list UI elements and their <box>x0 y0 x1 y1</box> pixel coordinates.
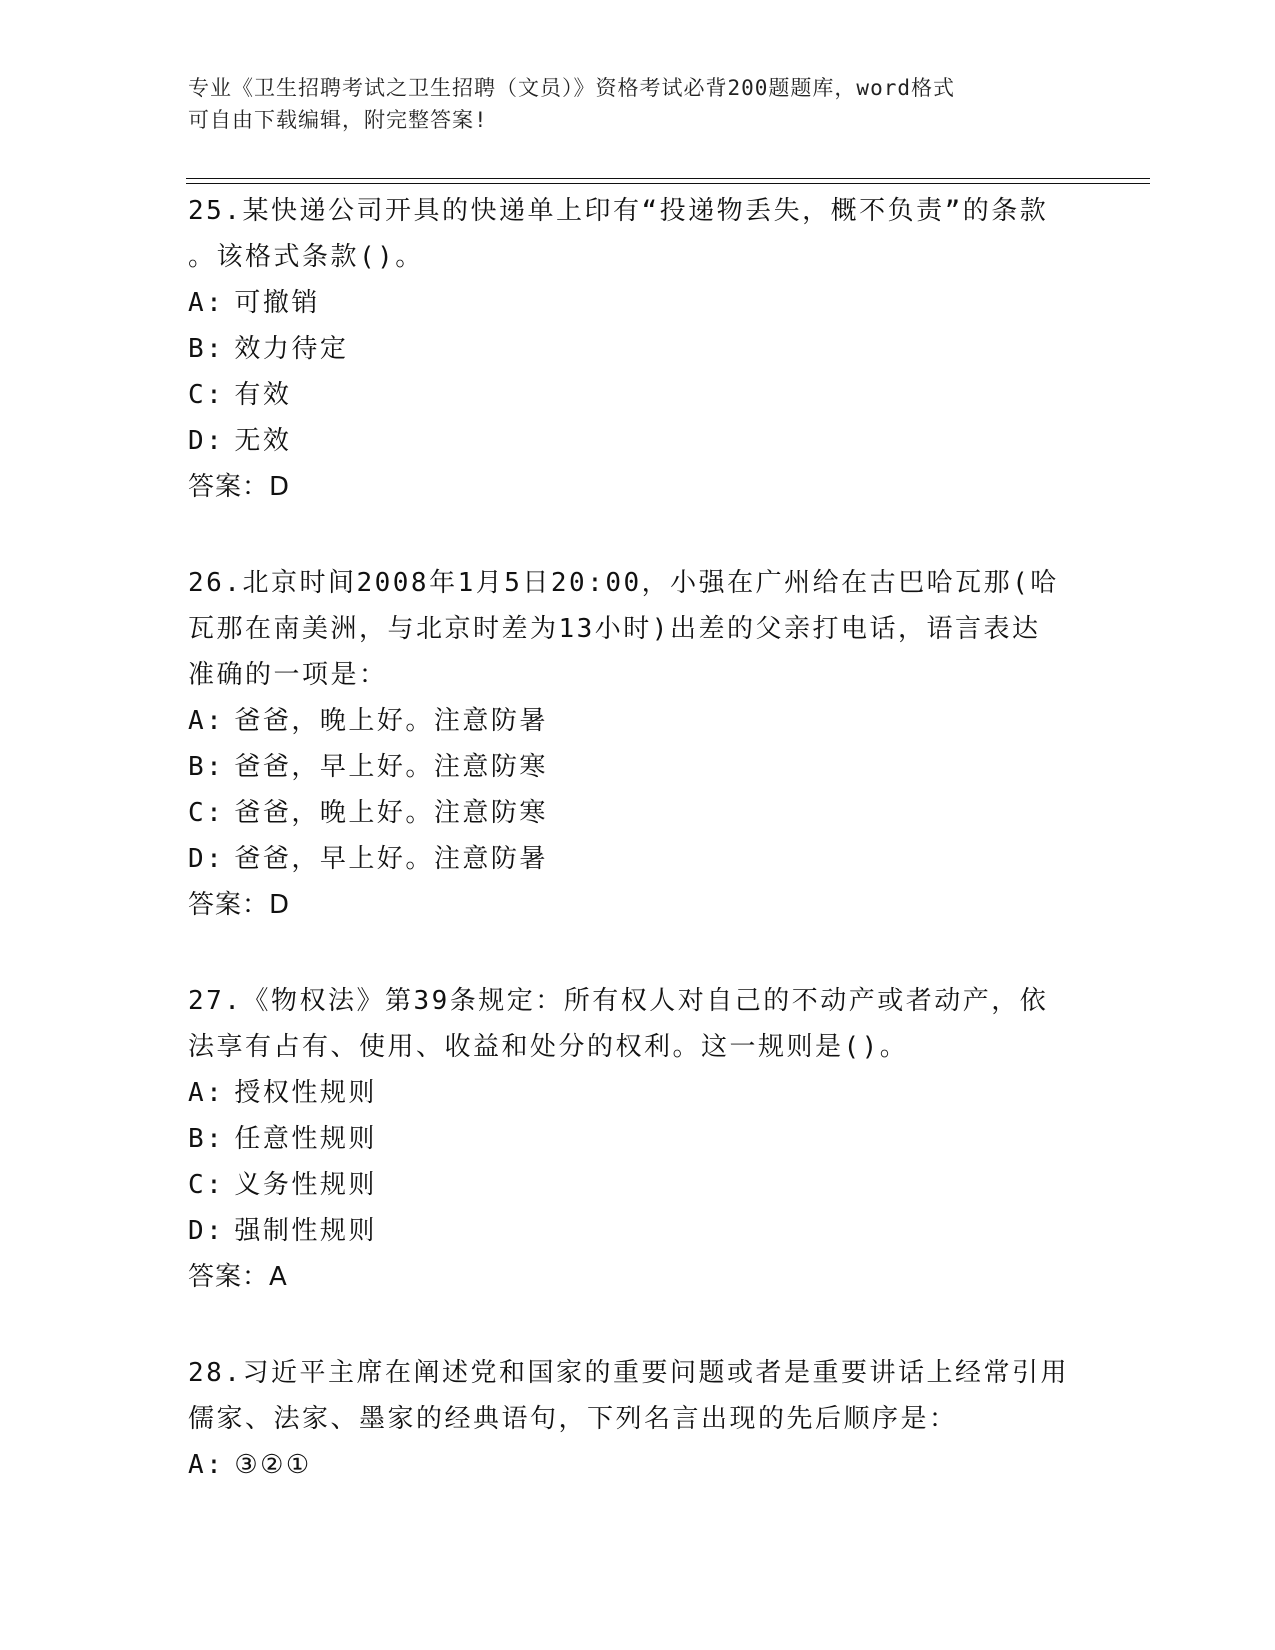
option-label: A: <box>188 288 225 318</box>
option-d <box>188 418 1088 464</box>
option-d <box>188 1208 1088 1254</box>
option-a <box>188 1070 1088 1116</box>
option-text: 爸爸，早上好。注意防暑 <box>234 844 548 874</box>
option-text: 可撤销 <box>234 288 320 318</box>
header-line-1: 专业《卫生招聘考试之卫生招聘（文员）》资格考试必背200题题库，word格式 <box>188 76 955 100</box>
question-text-line: 27.《物权法》第39条规定：所有权人对自己的不动产或者动产，依 <box>188 986 1049 1016</box>
option-text: 爸爸，晚上好。注意防寒 <box>234 798 548 828</box>
option-label: B: <box>188 752 225 782</box>
option-d <box>188 836 1088 882</box>
question-27 <box>188 978 1088 1300</box>
question-text-line: 26.北京时间2008年1月5日20:00，小强在广州给在古巴哈瓦那(哈 <box>188 568 1059 598</box>
option-label: D: <box>188 1216 225 1246</box>
option-b <box>188 744 1088 790</box>
header-line-2: 可自由下载编辑，附完整答案! <box>188 108 488 132</box>
option-label: B: <box>188 334 225 364</box>
option-a <box>188 1442 1088 1488</box>
option-label: B: <box>188 1124 225 1154</box>
option-c <box>188 372 1088 418</box>
option-text: 无效 <box>234 426 292 456</box>
question-text-line: 瓦那在南美洲，与北京时差为13小时)出差的父亲打电话，语言表达 <box>188 614 1041 644</box>
option-label: C: <box>188 798 225 828</box>
question-25 <box>188 188 1088 510</box>
option-c <box>188 790 1088 836</box>
option-label: D: <box>188 426 225 456</box>
option-b <box>188 1116 1088 1162</box>
header-divider-bottom <box>186 183 1150 184</box>
document-header <box>188 72 1088 136</box>
option-text: 爸爸，晚上好。注意防暑 <box>234 706 548 736</box>
option-label: A: <box>188 1450 225 1480</box>
question-text-line: 准确的一项是： <box>188 660 388 690</box>
option-c <box>188 1162 1088 1208</box>
question-list <box>188 188 1088 1538</box>
header-divider-top <box>186 178 1150 179</box>
option-label: C: <box>188 1170 225 1200</box>
option-a <box>188 698 1088 744</box>
option-label: A: <box>188 706 225 736</box>
option-text: 强制性规则 <box>234 1216 377 1246</box>
answer-line: 答案：D <box>188 890 291 920</box>
option-text: 任意性规则 <box>234 1124 377 1154</box>
question-28 <box>188 1350 1088 1488</box>
answer-line: 答案：A <box>188 1262 288 1292</box>
question-text-line: 儒家、法家、墨家的经典语句，下列名言出现的先后顺序是： <box>188 1404 958 1434</box>
option-text: 义务性规则 <box>234 1170 377 1200</box>
question-text-line: 法享有占有、使用、收益和处分的权利。这一规则是()。 <box>188 1032 909 1062</box>
option-a <box>188 280 1088 326</box>
option-text: 爸爸，早上好。注意防寒 <box>234 752 548 782</box>
option-label: A: <box>188 1078 225 1108</box>
question-text-line: 。该格式条款()。 <box>188 242 424 272</box>
question-text-line: 28.习近平主席在阐述党和国家的重要问题或者是重要讲话上经常引用 <box>188 1358 1069 1388</box>
option-label: D: <box>188 844 225 874</box>
question-26 <box>188 560 1088 928</box>
question-text-line: 25.某快递公司开具的快递单上印有“投递物丢失，概不负责”的条款 <box>188 196 1049 226</box>
option-text: 有效 <box>234 380 292 410</box>
answer-line: 答案：D <box>188 472 291 502</box>
option-b <box>188 326 1088 372</box>
option-text: 效力待定 <box>234 334 349 364</box>
option-label: C: <box>188 380 225 410</box>
option-text: ③②① <box>234 1450 312 1480</box>
option-text: 授权性规则 <box>234 1078 377 1108</box>
